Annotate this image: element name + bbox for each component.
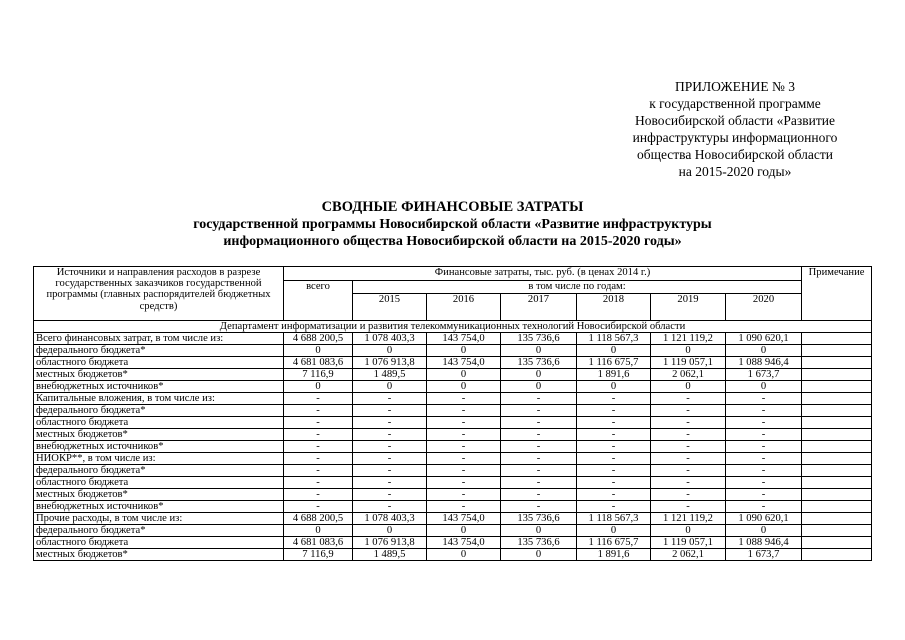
year-value-cell: -	[427, 501, 501, 513]
year-value-cell: 1 489,5	[353, 369, 427, 381]
note-cell	[802, 549, 872, 561]
year-value-cell: 1 891,6	[577, 369, 651, 381]
year-value-cell: -	[353, 441, 427, 453]
year-value-cell: -	[651, 489, 726, 501]
table-row	[34, 465, 872, 477]
year-value-cell: 143 754,0	[427, 513, 501, 525]
table-row	[34, 537, 872, 549]
year-value-cell: 1 116 675,7	[577, 537, 651, 549]
year-value-cell: -	[427, 489, 501, 501]
note-cell	[802, 369, 872, 381]
table-row	[34, 525, 872, 537]
year-value-cell: -	[353, 501, 427, 513]
year-header: 2015	[353, 294, 427, 321]
year-value-cell: -	[577, 441, 651, 453]
total-value-cell: -	[284, 417, 353, 429]
total-value-cell: 4 688 200,5	[284, 333, 353, 345]
year-value-cell: -	[577, 453, 651, 465]
table-row	[34, 441, 872, 453]
title-line: информационного общества Новосибирской области на 2015-2020 годы»	[223, 234, 682, 249]
year-value-cell: 0	[726, 345, 802, 357]
year-value-cell: 1 119 057,1	[651, 537, 726, 549]
year-value-cell: -	[501, 405, 577, 417]
year-value-cell: -	[427, 441, 501, 453]
appendix-block	[600, 78, 870, 180]
table-row	[34, 333, 872, 345]
year-value-cell: -	[427, 429, 501, 441]
row-label: федерального бюджета*	[34, 465, 284, 477]
year-value-cell: 135 736,6	[501, 357, 577, 369]
note-cell	[802, 537, 872, 549]
note-cell	[802, 381, 872, 393]
year-value-cell: 1 119 057,1	[651, 357, 726, 369]
year-value-cell: -	[501, 477, 577, 489]
year-value-cell: 135 736,6	[501, 333, 577, 345]
year-value-cell: 135 736,6	[501, 537, 577, 549]
appendix-line: ПРИЛОЖЕНИЕ № 3	[674, 79, 796, 94]
total-value-cell: 0	[284, 345, 353, 357]
note-cell	[802, 453, 872, 465]
year-value-cell: 1 090 620,1	[726, 513, 802, 525]
total-value-cell: 0	[284, 525, 353, 537]
year-value-cell: 0	[501, 381, 577, 393]
year-value-cell: -	[501, 393, 577, 405]
row-label: внебюджетных источников*	[34, 441, 284, 453]
year-value-cell: 1 489,5	[353, 549, 427, 561]
year-value-cell: -	[501, 453, 577, 465]
row-label: местных бюджетов*	[34, 549, 284, 561]
year-value-cell: -	[353, 417, 427, 429]
row-label: местных бюджетов*	[34, 429, 284, 441]
row-label: Прочие расходы, в том числе из:	[34, 513, 284, 525]
table-row	[34, 405, 872, 417]
row-label: Всего финансовых затрат, в том числе из:	[34, 333, 284, 345]
total-value-cell: -	[284, 405, 353, 417]
year-value-cell: 0	[577, 381, 651, 393]
year-value-cell: -	[577, 417, 651, 429]
year-value-cell: -	[501, 417, 577, 429]
year-value-cell: 0	[427, 345, 501, 357]
year-value-cell: -	[353, 393, 427, 405]
total-value-cell: 4 681 083,6	[284, 357, 353, 369]
row-label: областного бюджета	[34, 477, 284, 489]
note-cell	[802, 333, 872, 345]
year-value-cell: -	[726, 393, 802, 405]
year-value-cell: -	[577, 405, 651, 417]
year-value-cell: -	[427, 453, 501, 465]
document-title	[0, 199, 905, 250]
total-value-cell: 0	[284, 381, 353, 393]
note-cell	[802, 357, 872, 369]
year-value-cell: 143 754,0	[427, 537, 501, 549]
year-value-cell: -	[651, 441, 726, 453]
year-value-cell: 0	[353, 525, 427, 537]
year-header: 2017	[501, 294, 577, 321]
year-value-cell: -	[726, 441, 802, 453]
appendix-line: общества Новосибирской области	[636, 147, 834, 162]
source-column-header: Источники и направления расходов в разрезе государственных заказчиков государственной программы (главных распорядителей бюджетных средств)	[34, 267, 284, 321]
row-label: федерального бюджета*	[34, 525, 284, 537]
table-row	[34, 417, 872, 429]
table-row	[34, 477, 872, 489]
year-value-cell: 1 118 567,3	[577, 513, 651, 525]
table-row	[34, 393, 872, 405]
year-header: 2020	[726, 294, 802, 321]
row-label: внебюджетных источников*	[34, 381, 284, 393]
table-row	[34, 369, 872, 381]
year-value-cell: 0	[427, 525, 501, 537]
title-line: СВОДНЫЕ ФИНАНСОВЫЕ ЗАТРАТЫ	[321, 199, 584, 215]
year-value-cell: 1 076 913,8	[353, 537, 427, 549]
by-years-header: в том числе по годам:	[353, 281, 802, 294]
row-label: областного бюджета	[34, 357, 284, 369]
year-value-cell: -	[651, 465, 726, 477]
year-value-cell: -	[427, 477, 501, 489]
table-row	[34, 489, 872, 501]
table-row	[34, 357, 872, 369]
total-value-cell: -	[284, 477, 353, 489]
year-value-cell: 0	[651, 525, 726, 537]
note-cell	[802, 477, 872, 489]
year-value-cell: -	[651, 501, 726, 513]
year-value-cell: 0	[501, 525, 577, 537]
table-row	[34, 513, 872, 525]
note-cell	[802, 393, 872, 405]
table-row	[34, 453, 872, 465]
year-value-cell: -	[501, 489, 577, 501]
row-label: федерального бюджета*	[34, 405, 284, 417]
row-label: местных бюджетов*	[34, 369, 284, 381]
year-value-cell: -	[427, 405, 501, 417]
year-value-cell: -	[427, 465, 501, 477]
year-value-cell: -	[427, 393, 501, 405]
year-value-cell: -	[651, 477, 726, 489]
table-row	[34, 549, 872, 561]
year-value-cell: 0	[427, 381, 501, 393]
year-value-cell: 2 062,1	[651, 369, 726, 381]
year-value-cell: 0	[726, 525, 802, 537]
year-value-cell: 1 090 620,1	[726, 333, 802, 345]
appendix-line: на 2015-2020 годы»	[678, 164, 792, 179]
year-value-cell: -	[353, 477, 427, 489]
year-value-cell: -	[726, 453, 802, 465]
year-header: 2016	[427, 294, 501, 321]
year-value-cell: -	[726, 501, 802, 513]
note-cell	[802, 465, 872, 477]
table-row	[34, 429, 872, 441]
table-row	[34, 381, 872, 393]
total-value-cell: -	[284, 489, 353, 501]
year-value-cell: -	[726, 477, 802, 489]
year-value-cell: -	[726, 405, 802, 417]
year-value-cell: -	[501, 465, 577, 477]
year-value-cell: -	[577, 393, 651, 405]
note-cell	[802, 417, 872, 429]
note-cell	[802, 513, 872, 525]
year-value-cell: -	[726, 489, 802, 501]
total-value-cell: 7 116,9	[284, 549, 353, 561]
year-header: 2019	[651, 294, 726, 321]
year-value-cell: -	[427, 417, 501, 429]
year-value-cell: -	[353, 489, 427, 501]
row-label: областного бюджета	[34, 537, 284, 549]
year-value-cell: -	[353, 465, 427, 477]
row-label: областного бюджета	[34, 417, 284, 429]
year-value-cell: -	[651, 417, 726, 429]
financial-costs-table	[33, 266, 872, 561]
year-value-cell: -	[501, 429, 577, 441]
year-value-cell: 1 088 946,4	[726, 537, 802, 549]
year-value-cell: 1 116 675,7	[577, 357, 651, 369]
department-row: Департамент информатизации и развития телекоммуникационных технологий Новосибирской области	[34, 321, 872, 333]
year-value-cell: 135 736,6	[501, 513, 577, 525]
note-cell	[802, 489, 872, 501]
year-value-cell: 1 118 567,3	[577, 333, 651, 345]
note-cell	[802, 345, 872, 357]
year-value-cell: -	[726, 465, 802, 477]
year-value-cell: 0	[651, 345, 726, 357]
year-value-cell: 0	[427, 369, 501, 381]
total-value-cell: 7 116,9	[284, 369, 353, 381]
year-value-cell: 143 754,0	[427, 333, 501, 345]
financial-costs-header: Финансовые затраты, тыс. руб. (в ценах 2014 г.)	[284, 267, 802, 281]
title-line: государственной программы Новосибирской области «Развитие инфраструктуры	[193, 217, 712, 232]
year-value-cell: 1 076 913,8	[353, 357, 427, 369]
year-value-cell: 0	[501, 345, 577, 357]
year-value-cell: 1 078 403,3	[353, 333, 427, 345]
year-value-cell: 0	[501, 369, 577, 381]
year-value-cell: 0	[651, 381, 726, 393]
year-value-cell: 1 121 119,2	[651, 513, 726, 525]
row-label: НИОКР**, в том числе из:	[34, 453, 284, 465]
year-value-cell: -	[353, 429, 427, 441]
total-value-cell: 4 688 200,5	[284, 513, 353, 525]
year-value-cell: -	[651, 429, 726, 441]
total-value-cell: 4 681 083,6	[284, 537, 353, 549]
appendix-line: Новосибирской области «Развитие	[635, 113, 835, 128]
table-row	[34, 345, 872, 357]
year-value-cell: 1 673,7	[726, 369, 802, 381]
year-value-cell: 1 088 946,4	[726, 357, 802, 369]
year-value-cell: 0	[577, 525, 651, 537]
year-value-cell: -	[501, 501, 577, 513]
year-value-cell: -	[577, 477, 651, 489]
appendix-line: к государственной программе	[649, 96, 821, 111]
year-value-cell: 143 754,0	[427, 357, 501, 369]
row-label: внебюджетных источников*	[34, 501, 284, 513]
year-value-cell: -	[651, 453, 726, 465]
table-row	[34, 501, 872, 513]
year-header: 2018	[577, 294, 651, 321]
year-value-cell: 1 078 403,3	[353, 513, 427, 525]
year-value-cell: -	[577, 465, 651, 477]
year-value-cell: 1 891,6	[577, 549, 651, 561]
total-column-header: всего	[284, 281, 353, 321]
year-value-cell: -	[353, 453, 427, 465]
year-value-cell: -	[577, 429, 651, 441]
total-value-cell: -	[284, 501, 353, 513]
year-value-cell: 0	[501, 549, 577, 561]
year-value-cell: -	[726, 429, 802, 441]
year-value-cell: 0	[726, 381, 802, 393]
year-value-cell: 0	[353, 345, 427, 357]
note-cell	[802, 405, 872, 417]
year-value-cell: 0	[353, 381, 427, 393]
total-value-cell: -	[284, 429, 353, 441]
year-value-cell: 1 673,7	[726, 549, 802, 561]
note-cell	[802, 525, 872, 537]
row-label: местных бюджетов*	[34, 489, 284, 501]
year-value-cell: -	[651, 393, 726, 405]
total-value-cell: -	[284, 393, 353, 405]
year-value-cell: -	[353, 405, 427, 417]
note-cell	[802, 501, 872, 513]
year-value-cell: 0	[577, 345, 651, 357]
year-value-cell: 1 121 119,2	[651, 333, 726, 345]
year-value-cell: -	[577, 489, 651, 501]
year-value-cell: -	[726, 417, 802, 429]
note-column-header: Примечание	[802, 267, 872, 321]
year-value-cell: -	[651, 405, 726, 417]
total-value-cell: -	[284, 441, 353, 453]
year-value-cell: 2 062,1	[651, 549, 726, 561]
total-value-cell: -	[284, 465, 353, 477]
row-label: Капитальные вложения, в том числе из:	[34, 393, 284, 405]
year-value-cell: 0	[427, 549, 501, 561]
total-value-cell: -	[284, 453, 353, 465]
year-value-cell: -	[501, 441, 577, 453]
note-cell	[802, 429, 872, 441]
year-value-cell: -	[577, 501, 651, 513]
appendix-line: инфраструктуры информационного	[632, 130, 838, 145]
note-cell	[802, 441, 872, 453]
row-label: федерального бюджета*	[34, 345, 284, 357]
